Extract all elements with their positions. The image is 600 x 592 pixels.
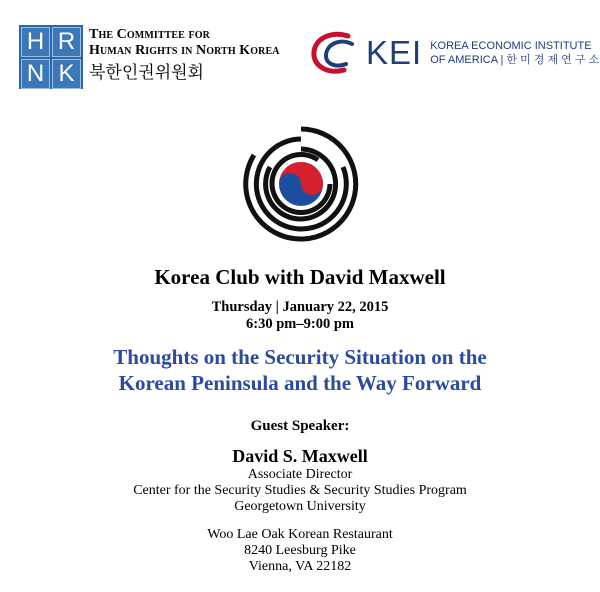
speaker-details: [0, 467, 600, 515]
event-topic-line1: Thoughts on the Security Situation on the: [113, 345, 487, 369]
venue-details: [0, 527, 600, 575]
venue-city: Vienna, VA 22182: [248, 559, 352, 574]
speaker-name: David S. Maxwell: [232, 446, 368, 466]
hrnk-letter: N: [21, 59, 50, 89]
kei-fullname: [430, 39, 599, 67]
event-time: 6:30 pm–9:00 pm: [246, 316, 354, 332]
kei-fullname-line1: KOREA ECONOMIC INSTITUTE: [430, 40, 592, 52]
event-date: Thursday | January 22, 2015: [211, 299, 389, 315]
hrnk-letter: H: [21, 27, 50, 57]
hrnk-letter: K: [52, 59, 81, 89]
event-title: Korea Club with David Maxwell: [154, 265, 446, 289]
hrnk-name: [89, 27, 280, 85]
kei-swoosh-icon: [308, 30, 364, 76]
kei-fullname-line2: OF AMERICA | 한 미 경 제 연 구 소: [430, 54, 600, 66]
korea-club-emblem-icon: [240, 123, 362, 245]
speaker-organization: Center for the Security Studies & Security Studies Program: [133, 483, 467, 498]
speaker-role: Associate Director: [247, 467, 353, 482]
event-datetime: [0, 299, 600, 333]
venue-name: Woo Lae Oak Korean Restaurant: [207, 527, 393, 542]
guest-speaker-label: Guest Speaker:: [250, 418, 350, 434]
venue-street: 8240 Leesburg Pike: [244, 543, 356, 558]
event-topic: [0, 344, 600, 396]
hrnk-name-line2: Human Rights in North Korea: [89, 43, 280, 58]
event-topic-line2: Korean Peninsula and the Way Forward: [118, 371, 482, 395]
hrnk-logo-mark: [19, 25, 83, 89]
hrnk-letter: R: [52, 27, 81, 57]
speaker-university: Georgetown University: [234, 499, 366, 514]
hrnk-logo: [19, 25, 280, 89]
hrnk-korean-name: 북한인권위원회: [89, 63, 204, 83]
kei-wordmark: KEI: [366, 34, 423, 71]
kei-logo: [308, 30, 599, 76]
hrnk-name-line1: The Committee for: [89, 27, 210, 42]
